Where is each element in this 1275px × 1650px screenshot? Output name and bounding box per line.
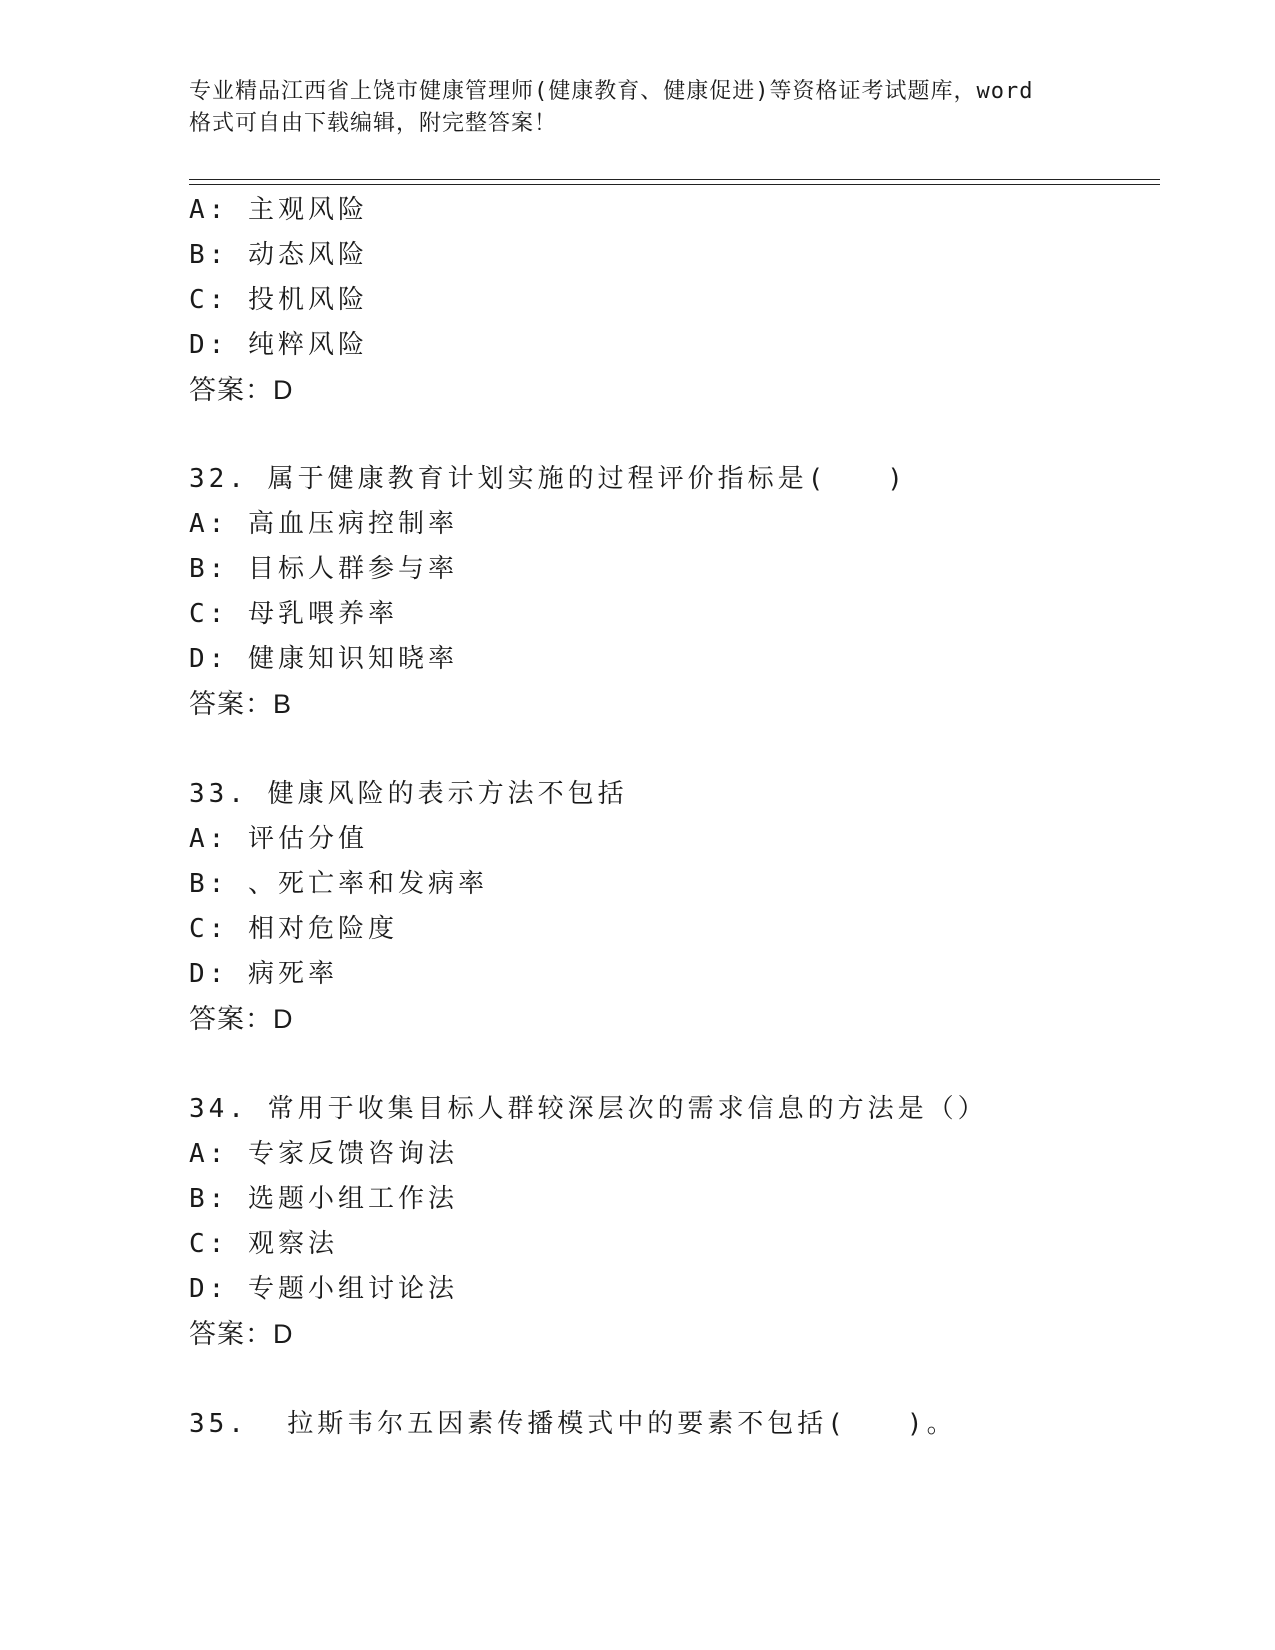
header-divider-top [189, 179, 1160, 180]
option-c: C: 相对危险度 [189, 914, 398, 944]
option-d: D: 病死率 [189, 959, 338, 989]
option-d: D: 专题小组讨论法 [189, 1274, 458, 1304]
option-a: A: 主观风险 [189, 195, 368, 225]
option-c: C: 观察法 [189, 1229, 338, 1259]
option-a: A: 专家反馈咨询法 [189, 1139, 458, 1169]
question-stem: 32. 属于健康教育计划实施的过程评价指标是( ) [189, 464, 907, 494]
option-a: A: 高血压病控制率 [189, 509, 458, 539]
answer-line: 答案：B [189, 689, 293, 719]
header-line-1: 专业精品江西省上饶市健康管理师(健康教育、健康促进)等资格证考试题库，word [189, 79, 1034, 104]
question-stem: 35. 拉斯韦尔五因素传播模式中的要素不包括( )。 [189, 1409, 957, 1439]
option-d: D: 健康知识知晓率 [189, 644, 458, 674]
header-line-2: 格式可自由下载编辑，附完整答案！ [189, 111, 558, 136]
option-b: B: 动态风险 [189, 240, 368, 270]
option-c: C: 投机风险 [189, 285, 368, 315]
question-stem: 34. 常用于收集目标人群较深层次的需求信息的方法是（） [189, 1094, 988, 1124]
question-stem: 33. 健康风险的表示方法不包括 [189, 779, 628, 809]
header-divider-bottom [189, 184, 1160, 185]
answer-line: 答案：D [189, 375, 294, 405]
option-b: B: 、死亡率和发病率 [189, 869, 488, 899]
option-b: B: 目标人群参与率 [189, 554, 458, 584]
option-c: C: 母乳喂养率 [189, 599, 398, 629]
option-d: D: 纯粹风险 [189, 330, 368, 360]
option-b: B: 选题小组工作法 [189, 1184, 458, 1214]
option-a: A: 评估分值 [189, 824, 368, 854]
answer-line: 答案：D [189, 1004, 294, 1034]
answer-line: 答案：D [189, 1319, 294, 1349]
document-header [189, 76, 1089, 140]
